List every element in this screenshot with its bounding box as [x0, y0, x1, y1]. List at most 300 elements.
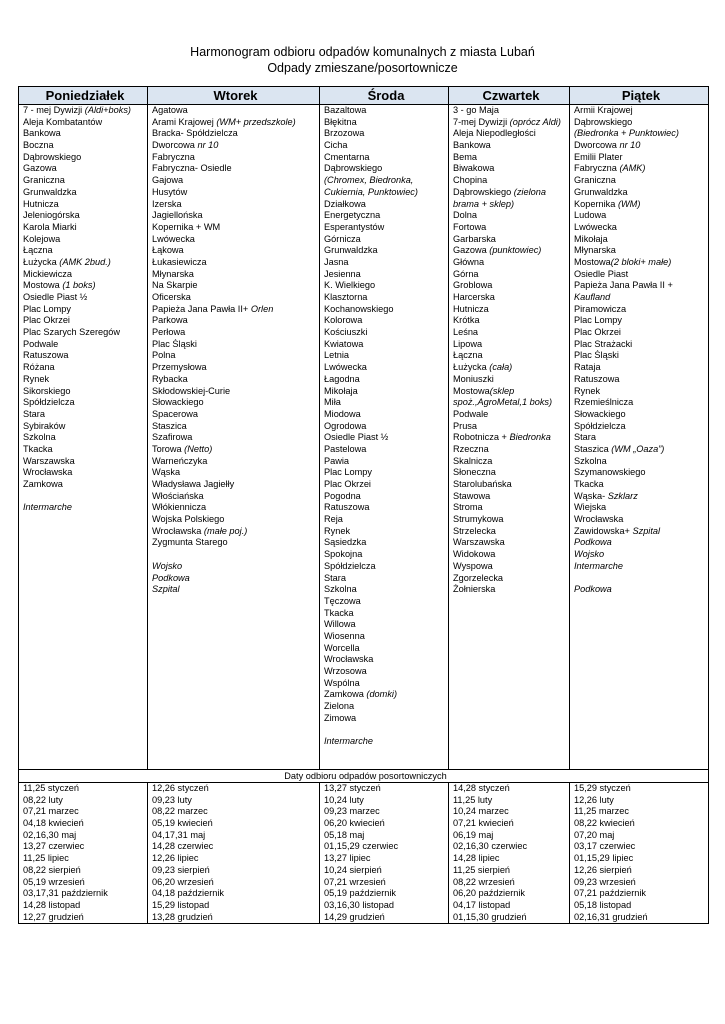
- street-name: Błękitna: [324, 116, 357, 127]
- street-entry: [324, 245, 448, 257]
- street-entry: [324, 467, 448, 479]
- street-entry: [23, 350, 147, 362]
- street-entry: [23, 152, 147, 164]
- street-name: Szkolna: [324, 584, 357, 595]
- street-name: Karola Miarki: [23, 221, 77, 232]
- street-name: Lwówecka: [152, 233, 195, 244]
- street-entry: [574, 467, 708, 479]
- street-entry: [453, 117, 569, 129]
- pickup-date: 03,17 czerwiec: [574, 841, 636, 852]
- street-entry: [23, 140, 147, 152]
- street-note: Wojsko: [152, 560, 183, 571]
- street-name: Kopernika + WM: [152, 221, 221, 232]
- streets-cell-monday: [19, 105, 148, 770]
- street-entry: [23, 304, 147, 316]
- street-name: Cmentarna: [324, 151, 370, 162]
- street-entry: [152, 421, 319, 433]
- street-entry: [23, 257, 147, 269]
- street-name: Kolejowa: [23, 233, 61, 244]
- street-name: Gajowa: [152, 175, 184, 186]
- street-entry: [152, 456, 319, 468]
- street-entry: [453, 304, 569, 316]
- dates-cell-wednesday: [320, 783, 449, 924]
- street-entry: [23, 467, 147, 479]
- street-name: Zimowa: [324, 712, 357, 723]
- street-name: Aleja Niepodległości: [453, 128, 536, 139]
- street-note: Cukiernia, Punktowiec): [324, 186, 418, 197]
- street-name: Plac Śląski: [574, 350, 619, 361]
- street-entry: [324, 397, 448, 409]
- street-entry: [574, 479, 708, 491]
- street-entry: [574, 234, 708, 246]
- street-note: Intermarche: [324, 736, 374, 747]
- street-entry: [453, 479, 569, 491]
- street-name: Plac Szarych Szeregów: [23, 327, 121, 338]
- street-name: Kochanowskiego: [324, 303, 394, 314]
- street-name: Boczna: [23, 140, 54, 151]
- street-entry: [152, 432, 319, 444]
- street-entry: [324, 327, 448, 339]
- street-entry: [324, 421, 448, 433]
- street-entry: [574, 187, 708, 199]
- pickup-date: 07,21 marzec: [23, 806, 79, 817]
- street-name: Leśna: [453, 327, 479, 338]
- street-entry: [574, 269, 708, 281]
- street-entry: [453, 140, 569, 152]
- street-name: 7-mej Dywizji: [453, 116, 510, 127]
- street-name: Pawia: [324, 455, 350, 466]
- street-entry: [453, 292, 569, 304]
- street-entry: [152, 362, 319, 374]
- street-name: Rzemieślnicza: [574, 397, 634, 408]
- street-entry: [324, 666, 448, 678]
- street-name: Plac Lompy: [324, 467, 373, 478]
- pickup-date: 15,29 styczeń: [574, 783, 631, 793]
- street-entry: [453, 444, 569, 456]
- street-entry: [574, 526, 708, 538]
- street-name: Skłodowskiej-Curie: [152, 385, 231, 396]
- street-entry: [324, 304, 448, 316]
- day-header-wednesday: Środa: [320, 87, 449, 105]
- street-entry: [23, 280, 147, 292]
- street-name: Władysława Jagiełły: [152, 479, 235, 489]
- pickup-date: 08,22 kwiecień: [574, 818, 635, 829]
- street-name: Szkolna: [574, 455, 607, 466]
- pickup-date: 05,19 wrzesień: [23, 876, 85, 887]
- pickup-date: 12,26 lipiec: [152, 853, 199, 864]
- street-entry: [152, 537, 319, 549]
- street-entry: [23, 502, 147, 514]
- pickup-date: 05,18 listopad: [574, 899, 632, 910]
- street-name: Graniczna: [23, 175, 65, 186]
- street-name: Gazowa: [453, 245, 490, 256]
- street-entry: [574, 222, 708, 234]
- street-name: Bankowa: [23, 128, 61, 139]
- street-name: Reja: [324, 514, 343, 525]
- street-name: Ratuszowa: [574, 373, 620, 384]
- street-entry: [574, 386, 708, 398]
- street-name: Pastelowa: [324, 443, 367, 454]
- street-entry: [23, 421, 147, 433]
- street-note: Podkowa: [574, 584, 612, 595]
- pickup-date: 06,20 kwiecień: [324, 818, 385, 829]
- street-entry: [152, 514, 319, 526]
- street-entry: [453, 537, 569, 549]
- street-name: Szymanowskiego: [574, 467, 646, 478]
- pickup-date: 14,28 czerwiec: [152, 841, 214, 852]
- street-name: Fabryczna: [574, 163, 620, 174]
- street-note: (1 boks): [62, 280, 96, 291]
- street-name: Bema: [453, 151, 478, 162]
- street-name: Stara: [324, 572, 346, 583]
- pickup-date: 05,19 kwiecień: [152, 818, 213, 829]
- street-entry: [574, 421, 708, 433]
- street-name: Podwale: [453, 408, 489, 419]
- street-entry: [453, 362, 569, 374]
- pickup-date: 02,16,31 grudzień: [574, 911, 648, 922]
- street-name: Warszawska: [23, 455, 75, 466]
- street-name: Młynarska: [152, 268, 194, 279]
- street-entry: [453, 409, 569, 421]
- pickup-date: 11,25 lipiec: [23, 853, 69, 864]
- street-name: Plac Śląski: [152, 338, 197, 349]
- street-name: Łączna: [453, 350, 483, 361]
- street-entry: [453, 386, 569, 398]
- street-entry: [324, 619, 448, 631]
- street-entry: [574, 537, 708, 549]
- street-name: Plac Okrzei: [324, 479, 371, 489]
- street-entry: [574, 397, 708, 409]
- pickup-date: 08,22 marzec: [152, 806, 208, 817]
- street-name: Spółdzielcza: [324, 560, 376, 571]
- street-entry: [453, 199, 569, 211]
- street-name: Jeleniogórska: [23, 210, 80, 221]
- street-name: Zamkowa: [324, 689, 367, 700]
- street-entry: [23, 187, 147, 199]
- street-name: Polna: [152, 350, 176, 361]
- pickup-date: 07,20 maj: [574, 829, 615, 840]
- street-entry: [574, 584, 708, 596]
- street-note: nr 10: [197, 140, 219, 151]
- pickup-date: 09,23 luty: [152, 794, 192, 805]
- street-entry: [152, 502, 319, 514]
- pickup-date: 12,27 grudzień: [23, 911, 84, 922]
- street-entry: [324, 350, 448, 362]
- street-entry: [152, 128, 319, 140]
- pickup-date: 01,15,30 grudzień: [453, 911, 527, 922]
- street-name: K. Wielkiego: [324, 280, 376, 291]
- street-name: Energetyczna: [324, 210, 381, 221]
- pickup-date: 11,25 sierpień: [453, 864, 511, 875]
- street-name: Rynek: [574, 385, 601, 396]
- street-entry: [453, 397, 569, 409]
- street-name: Lwówecka: [574, 221, 617, 232]
- street-name: Dąbrowskiego: [324, 163, 383, 174]
- street-note: Intermarche: [23, 502, 73, 513]
- street-note: spoż.,AgroMetal,1 boks): [453, 397, 553, 408]
- street-name: Dąbrowskiego: [23, 151, 82, 162]
- street-name: Fortowa: [453, 221, 487, 232]
- pickup-date: 07,21 kwiecień: [453, 818, 514, 829]
- street-entry: [324, 514, 448, 526]
- street-name: Widokowa: [453, 549, 496, 560]
- street-entry: [324, 654, 448, 666]
- street-entry: [574, 163, 708, 175]
- street-name: Słowackiego: [152, 397, 204, 408]
- street-entry: [324, 561, 448, 573]
- street-entry: [152, 187, 319, 199]
- street-name: Na Skarpie: [152, 280, 198, 291]
- street-name: Klasztorna: [324, 292, 368, 302]
- pickup-date: 13,27 styczeń: [324, 783, 381, 793]
- street-entry: [23, 444, 147, 456]
- street-name: Grunwaldzka: [324, 245, 378, 256]
- street-entry: [152, 339, 319, 351]
- street-entry: [324, 549, 448, 561]
- street-entry: [453, 175, 569, 187]
- street-entry: [574, 573, 708, 585]
- street-entry: [453, 245, 569, 257]
- street-name: Włościańska: [152, 490, 204, 501]
- street-entry: [23, 432, 147, 444]
- day-header-row: [19, 87, 709, 105]
- street-name: Zgorzelecka: [453, 572, 504, 583]
- street-name: Ludowa: [574, 210, 607, 221]
- street-name: Cicha: [324, 140, 348, 151]
- street-name: Garbarska: [453, 233, 496, 244]
- street-entry: [453, 315, 569, 327]
- street-name: Mickiewicza: [23, 268, 73, 279]
- street-entry: [574, 315, 708, 327]
- street-name: Szafirowa: [152, 432, 193, 443]
- schedule-table: [18, 86, 709, 924]
- street-name: Letnia: [324, 350, 350, 361]
- street-note: Szpital: [152, 584, 180, 595]
- street-name: Stawowa: [453, 490, 491, 501]
- street-entry: [23, 339, 147, 351]
- pickup-date: 12,26 sierpień: [574, 864, 632, 875]
- dates-cell-tuesday: [148, 783, 320, 924]
- street-entry: [324, 456, 448, 468]
- street-name: Osiedle Piast: [574, 268, 629, 279]
- street-entry: [152, 584, 319, 596]
- street-entry: [453, 491, 569, 503]
- street-name: Wyspowa: [453, 560, 493, 571]
- street-entry: [574, 210, 708, 222]
- street-name: Plac Strażacki: [574, 338, 633, 349]
- street-note: (WM): [617, 198, 641, 209]
- street-name: Działkowa: [324, 198, 366, 209]
- streets-cell-wednesday: [320, 105, 449, 770]
- street-note: Wojsko: [574, 549, 605, 560]
- street-name: Staszica: [574, 443, 612, 454]
- street-entry: [23, 397, 147, 409]
- street-entry: [152, 280, 319, 292]
- street-entry: [152, 479, 319, 491]
- street-entry: [324, 573, 448, 585]
- street-entry: [453, 152, 569, 164]
- pickup-date: 02,16,30 czerwiec: [453, 841, 528, 852]
- street-name: Papieża Jana Pawła II+: [152, 303, 251, 314]
- street-name: Żołnierska: [453, 584, 496, 595]
- street-name: Biwakowa: [453, 163, 495, 174]
- street-entry: [152, 397, 319, 409]
- street-name: Spółdzielcza: [23, 397, 75, 408]
- street-name: Słoneczna: [453, 467, 496, 478]
- street-entry: [324, 163, 448, 175]
- street-name: Tkacka: [324, 607, 354, 618]
- pickup-date: 04,17 listopad: [453, 899, 511, 910]
- street-name: Willowa: [324, 619, 356, 630]
- street-name: Górna: [453, 268, 479, 279]
- street-entry: [152, 526, 319, 538]
- street-entry: [453, 187, 569, 199]
- street-note: Szpital: [632, 525, 661, 536]
- document-subtitle: Odpady zmieszane/posortownicze: [267, 61, 458, 75]
- street-name: 3 - go Maja: [453, 105, 499, 115]
- street-name: Agatowa: [152, 105, 188, 115]
- pickup-date: 06,20 październik: [453, 888, 526, 899]
- street-name: Rybacka: [152, 373, 188, 384]
- street-name: Robotnicza +: [453, 432, 510, 443]
- street-name: Rynek: [324, 525, 351, 536]
- street-entry: [324, 409, 448, 421]
- street-name: Stara: [574, 432, 596, 443]
- pickup-date: 14,29 grudzień: [324, 911, 385, 922]
- pickup-date: 11,25 luty: [453, 794, 493, 805]
- pickup-date: 10,24 sierpień: [324, 864, 382, 875]
- street-entry: [453, 269, 569, 281]
- street-entry: [324, 175, 448, 187]
- street-entry: [23, 210, 147, 222]
- street-name: Słowackiego: [574, 408, 626, 419]
- street-name: Mostowa: [453, 385, 490, 396]
- street-name: Lwówecka: [324, 362, 367, 373]
- street-entry: [574, 362, 708, 374]
- street-name: 7 - mej Dywizji: [23, 105, 85, 115]
- street-name: Oficerska: [152, 292, 191, 302]
- street-entry: [574, 140, 708, 152]
- street-name: Tęczowa: [324, 595, 361, 606]
- street-entry: [453, 128, 569, 140]
- street-entry: [574, 280, 708, 292]
- street-entry: [23, 234, 147, 246]
- street-entry: [453, 573, 569, 585]
- street-name: Esperantystów: [324, 221, 385, 232]
- street-entry: [453, 584, 569, 596]
- street-name: Wrocławska: [574, 514, 624, 525]
- street-name: Arami Krajowej: [152, 116, 217, 127]
- street-entry: [23, 269, 147, 281]
- street-name: Sikorskiego: [23, 385, 71, 396]
- pickup-date: 04,18 październik: [152, 888, 225, 899]
- street-entry: [453, 280, 569, 292]
- street-name: Ratuszowa: [23, 350, 69, 361]
- street-name: Spółdzielcza: [574, 420, 626, 431]
- street-name: Warszawska: [453, 537, 505, 548]
- pickup-date: 11,25 styczeń: [23, 783, 80, 793]
- street-entry: [152, 292, 319, 304]
- street-name: Miła: [324, 397, 341, 408]
- pickup-date: 14,28 listopad: [23, 899, 81, 910]
- street-note: (sklep: [489, 385, 515, 396]
- street-name: Warneńczyka: [152, 455, 208, 466]
- street-entry: [324, 210, 448, 222]
- street-entry: [324, 491, 448, 503]
- street-name: Izerska: [152, 198, 182, 209]
- street-entry: [453, 561, 569, 573]
- street-entry: [152, 386, 319, 398]
- street-name: Sąsiedzka: [324, 537, 367, 548]
- street-note: (cała): [489, 362, 513, 373]
- street-name: Fabryczna- Osiedle: [152, 163, 232, 174]
- street-name: Rzeczna: [453, 443, 489, 454]
- street-entry: [324, 257, 448, 269]
- street-entry: [453, 514, 569, 526]
- pickup-date: 02,16,30 maj: [23, 829, 77, 840]
- street-entry: [453, 234, 569, 246]
- street-note: Orlen: [250, 303, 274, 314]
- street-name: Łużycka: [453, 362, 490, 373]
- street-entry: [23, 128, 147, 140]
- street-name: Zielona: [324, 701, 355, 712]
- street-name: Plac Lompy: [574, 315, 623, 326]
- street-note: (Chromex, Biedronka,: [324, 175, 414, 186]
- day-header-tuesday: Wtorek: [148, 87, 320, 105]
- street-name: Hutnicza: [23, 198, 59, 209]
- street-name: Mikołaja: [324, 385, 358, 396]
- street-entry: [152, 222, 319, 234]
- street-entry: [574, 128, 708, 140]
- street-entry: [152, 245, 319, 257]
- street-note: (AMK): [619, 163, 646, 174]
- street-name: Staszica: [152, 420, 187, 431]
- dates-row: [19, 783, 709, 924]
- street-entry: [574, 292, 708, 304]
- street-name: Torowa: [152, 443, 185, 454]
- street-name: Chopina: [453, 175, 488, 186]
- street-entry: [324, 537, 448, 549]
- street-entry: [23, 222, 147, 234]
- street-entry: [324, 596, 448, 608]
- street-note: Podkowa: [574, 537, 612, 548]
- pickup-date: 14,28 styczeń: [453, 783, 510, 793]
- street-note: Podkowa: [152, 572, 190, 583]
- street-entry: [574, 561, 708, 573]
- street-entry: [23, 327, 147, 339]
- street-entry: [23, 491, 147, 503]
- street-entry: [23, 315, 147, 327]
- street-entry: [324, 608, 448, 620]
- street-name: Skalnicza: [453, 455, 493, 466]
- street-note: (Netto): [184, 443, 213, 454]
- street-name: Osiedle Piast ½: [324, 432, 389, 443]
- street-name: Rynek: [23, 373, 50, 384]
- pickup-date: 07,21 wrzesień: [324, 876, 386, 887]
- street-name: Graniczna: [574, 175, 616, 186]
- street-entry: [324, 444, 448, 456]
- street-name: Mikołaja: [574, 233, 608, 244]
- street-name: Kolorowa: [324, 315, 363, 326]
- dates-cell-friday: [570, 783, 709, 924]
- street-entry: [324, 724, 448, 736]
- street-name: Wrzosowa: [324, 666, 367, 676]
- pickup-date: 07,21 październik: [574, 888, 647, 899]
- street-entry: [152, 350, 319, 362]
- street-name: Strumykowa: [453, 514, 504, 525]
- street-entry: [152, 140, 319, 152]
- street-name: Zygmunta Starego: [152, 537, 228, 548]
